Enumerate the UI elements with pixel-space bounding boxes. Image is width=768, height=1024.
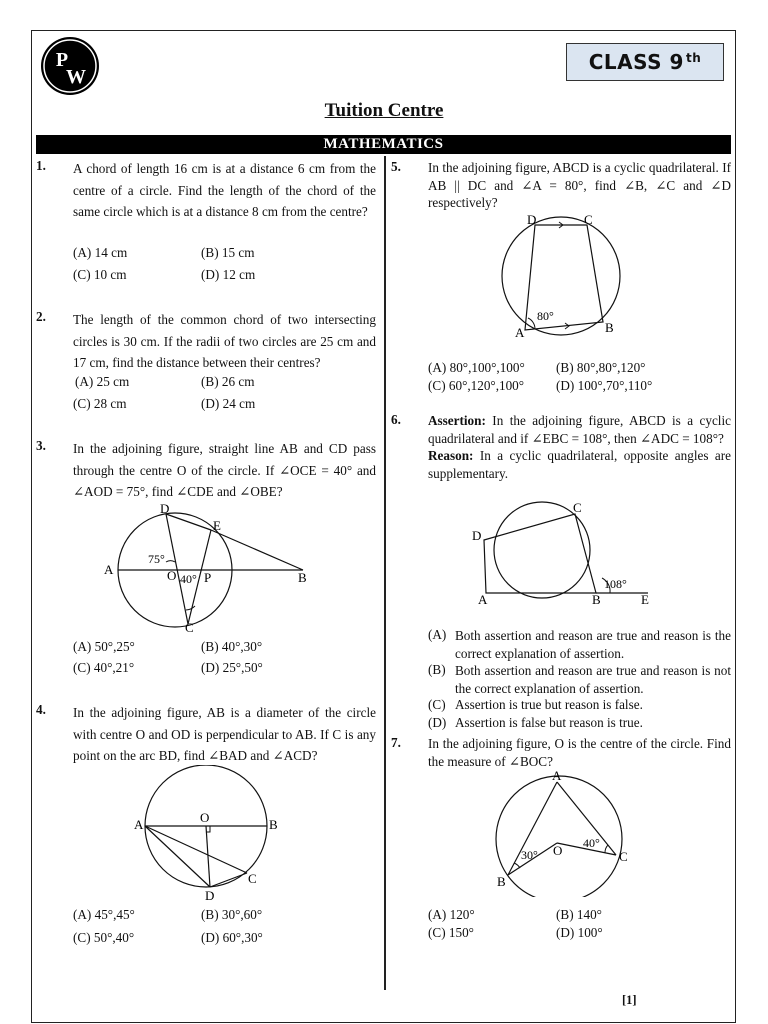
svg-text:P: P bbox=[55, 49, 69, 71]
option-c[interactable]: (C) 60°,120°,100° bbox=[428, 378, 525, 393]
option-c[interactable]: (C) 150° bbox=[428, 925, 474, 940]
option-c[interactable]: (C) 50°,40° bbox=[73, 930, 135, 945]
figure-q5 bbox=[495, 208, 625, 338]
label-b: B bbox=[298, 570, 307, 585]
page-title: Tuition Centre bbox=[324, 100, 444, 121]
label-d: D bbox=[527, 212, 537, 227]
class-badge: CLASS 9 $^{th}$ bbox=[566, 43, 724, 81]
option-a[interactable]: (A) 45°,45° bbox=[73, 907, 135, 922]
label-p: P bbox=[204, 570, 212, 585]
option-b[interactable]: (B) 30°,60° bbox=[201, 907, 263, 922]
option-b[interactable]: (B) 80°,80°,120° bbox=[556, 360, 646, 375]
option-c-text[interactable]: Assertion is true but reason is false. bbox=[455, 697, 643, 712]
label-40: 40° bbox=[583, 836, 600, 850]
reason-label: Reason: bbox=[428, 448, 474, 463]
figure-q3 bbox=[100, 500, 320, 635]
subject-bar: MATHEMATICS bbox=[36, 135, 731, 154]
label-a: A bbox=[515, 325, 525, 338]
label-o: O bbox=[167, 568, 177, 583]
label-b: B bbox=[497, 874, 506, 889]
label-d: D bbox=[472, 528, 482, 543]
option-d[interactable]: (D) 100° bbox=[556, 925, 603, 940]
label-b: B bbox=[269, 817, 278, 832]
label-a: A bbox=[552, 768, 562, 783]
label-o: O bbox=[553, 843, 563, 858]
option-a[interactable]: (A) 25 cm bbox=[75, 374, 130, 389]
label-e: E bbox=[641, 592, 649, 607]
label-a: A bbox=[104, 562, 114, 577]
label-a: A bbox=[478, 592, 488, 607]
column-divider bbox=[384, 156, 386, 990]
label-c: C bbox=[584, 212, 593, 227]
option-a-text[interactable]: Both assertion and reason are true and reason is the correct explanation of assertion. bbox=[455, 628, 731, 661]
svg-text:W: W bbox=[66, 66, 86, 88]
label-d: D bbox=[205, 888, 215, 903]
label-e: E bbox=[213, 518, 221, 533]
label-b: B bbox=[592, 592, 601, 607]
label-40: 40° bbox=[180, 572, 197, 586]
label-b: B bbox=[605, 320, 614, 335]
option-d[interactable]: (D) 100°,70°,110° bbox=[556, 378, 653, 393]
label-d: D bbox=[160, 501, 170, 516]
label-75: 75° bbox=[148, 552, 165, 566]
option-a[interactable]: (A) 80°,100°,100° bbox=[428, 360, 525, 375]
option-b[interactable]: (B) 140° bbox=[556, 907, 602, 922]
option-a-key[interactable]: (A) bbox=[428, 627, 447, 642]
assertion-label: Assertion: bbox=[428, 413, 486, 428]
option-d-text[interactable]: Assertion is false but reason is true. bbox=[455, 715, 643, 730]
pw-logo bbox=[40, 36, 100, 96]
option-c[interactable]: (C) 10 cm bbox=[73, 267, 127, 282]
option-a[interactable]: (A) 120° bbox=[428, 907, 475, 922]
option-a[interactable]: (A) 50°,25° bbox=[73, 639, 135, 654]
option-d-key[interactable]: (D) bbox=[428, 715, 447, 730]
label-c: C bbox=[185, 620, 194, 635]
option-c[interactable]: (C) 40°,21° bbox=[73, 660, 135, 675]
option-d[interactable]: (D) 24 cm bbox=[201, 396, 256, 411]
figure-q4 bbox=[130, 765, 290, 905]
label-c: C bbox=[248, 871, 257, 886]
figure-q7 bbox=[490, 767, 640, 897]
label-o: O bbox=[200, 810, 210, 825]
option-b-text[interactable]: Both assertion and reason are true and reason is not the correct explanation of assertion. bbox=[455, 663, 731, 696]
option-d[interactable]: (D) 12 cm bbox=[201, 267, 256, 282]
label-a: A bbox=[134, 817, 144, 832]
option-b[interactable]: (B) 40°,30° bbox=[201, 639, 263, 654]
label-108: 108° bbox=[604, 577, 627, 591]
option-d[interactable]: (D) 60°,30° bbox=[201, 930, 263, 945]
label-c: C bbox=[573, 500, 582, 515]
option-c-key[interactable]: (C) bbox=[428, 697, 446, 712]
assertion-text: In the adjoining figure, ABCD is a cyclic quadrilateral and if ∠EBC = 108°, then ∠ADC = 108°? bbox=[428, 413, 731, 446]
option-b[interactable]: (B) 26 cm bbox=[201, 374, 255, 389]
reason-text: In a cyclic quadrilateral, opposite angles are supplementary. bbox=[428, 448, 731, 481]
option-d[interactable]: (D) 25°,50° bbox=[201, 660, 263, 675]
label-80: 80° bbox=[537, 309, 554, 323]
label-c: C bbox=[619, 849, 628, 864]
page-number: [1] bbox=[622, 993, 637, 1007]
option-b[interactable]: (B) 15 cm bbox=[201, 245, 255, 260]
figure-q6 bbox=[470, 498, 670, 610]
label-30: 30° bbox=[521, 848, 538, 862]
option-a[interactable]: (A) 14 cm bbox=[73, 245, 128, 260]
option-b-key[interactable]: (B) bbox=[428, 662, 446, 677]
option-c[interactable]: (C) 28 cm bbox=[73, 396, 127, 411]
